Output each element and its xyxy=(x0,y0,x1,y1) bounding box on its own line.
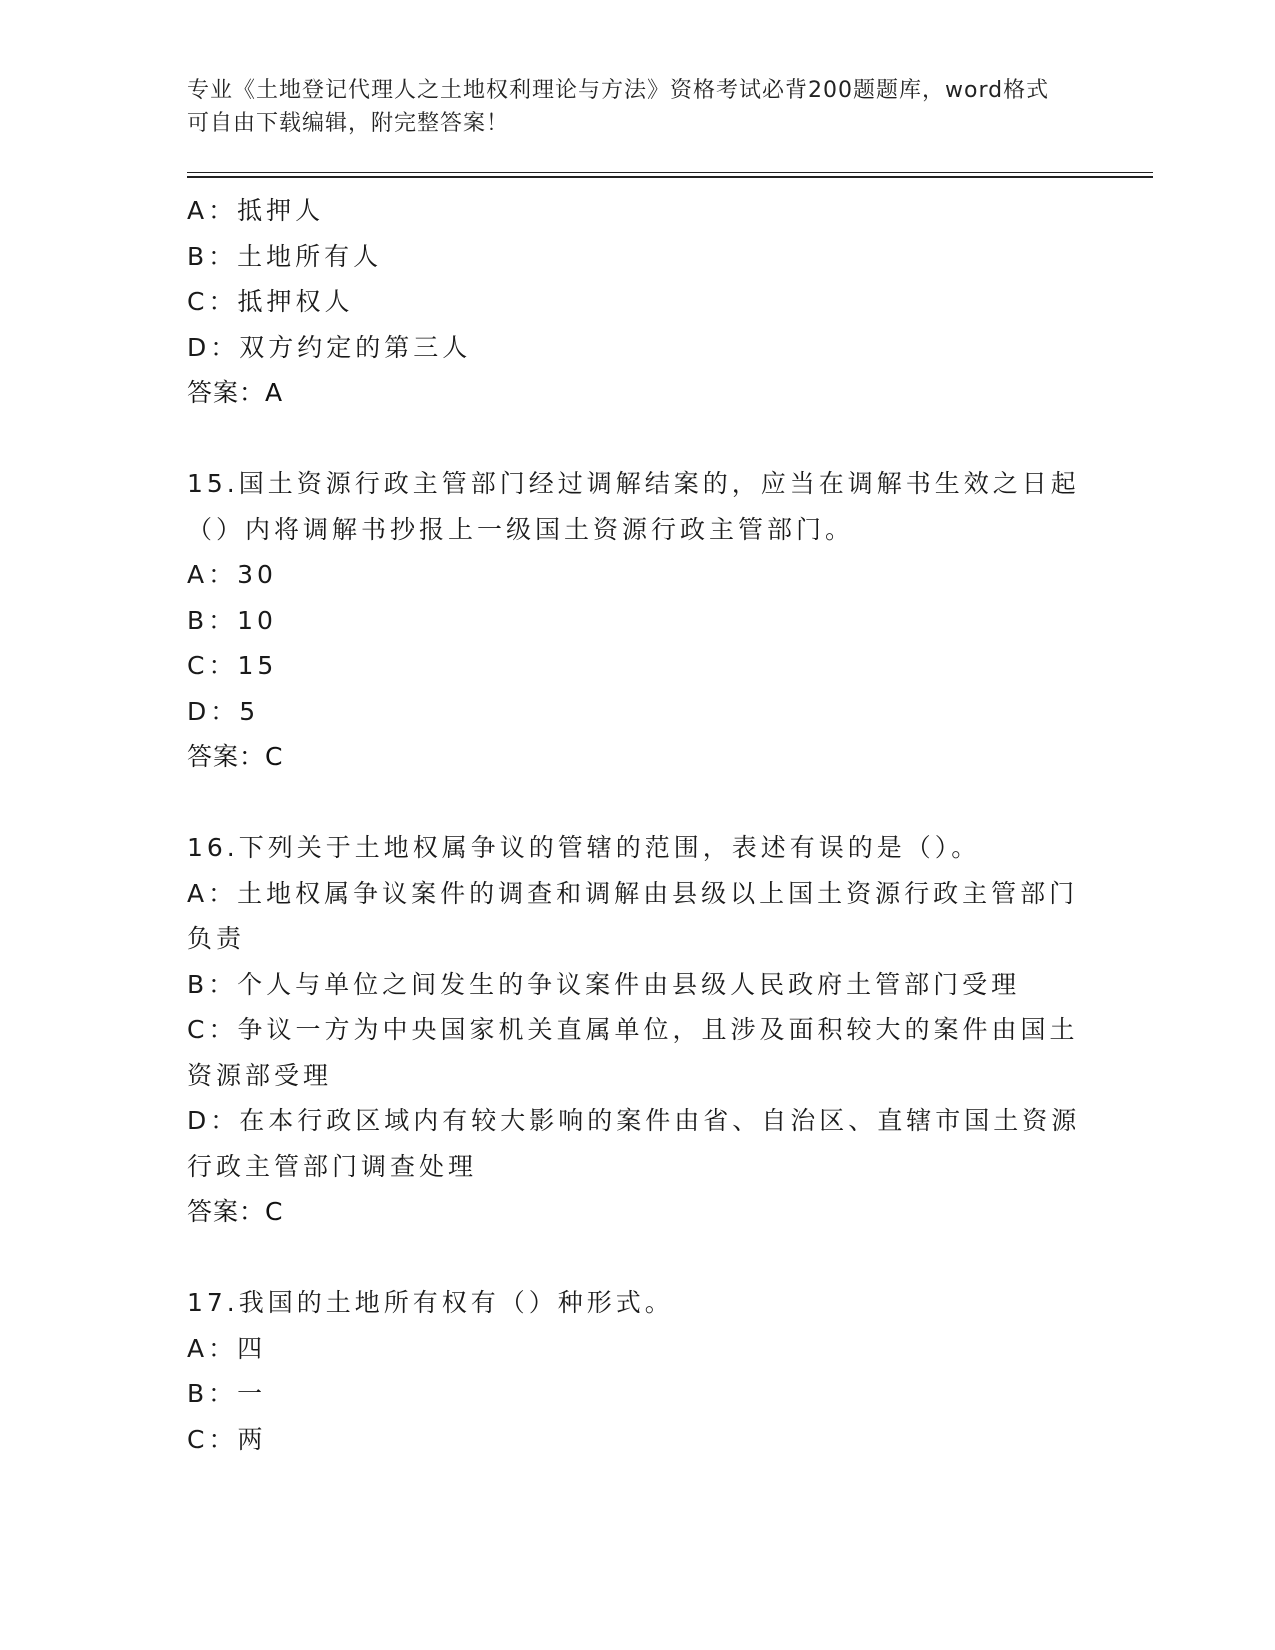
option-a: A：四 xyxy=(187,1333,267,1363)
question-text: 15.国土资源行政主管部门经过调解结案的，应当在调解书生效之日起（）内将调解书抄报上一级国土资源行政主管部门。 xyxy=(187,469,1080,544)
document-header: 专业《土地登记代理人之土地权利理论与方法》资格考试必背200题题库，word格式可自由下载编辑，附完整答案！ xyxy=(187,78,1050,136)
option-c: C：两 xyxy=(187,1424,267,1454)
question-16-block xyxy=(187,825,1087,1235)
question-text: 16.下列关于土地权属争议的管辖的范围，表述有误的是（）。 xyxy=(187,833,981,862)
option-c: C：争议一方为中央国家机关直属单位，且涉及面积较大的案件由国土资源部受理 xyxy=(187,1015,1079,1090)
question-text: 17.我国的土地所有权有（）种形式。 xyxy=(187,1288,674,1317)
answer-line: 答案：C xyxy=(187,1197,284,1226)
header-rule-bottom xyxy=(187,176,1153,178)
option-b: B：一 xyxy=(187,1379,267,1408)
header-rule-top xyxy=(187,172,1153,173)
question-17-block xyxy=(187,1280,1087,1462)
option-a: A：30 xyxy=(187,560,277,589)
spacer xyxy=(187,1235,1087,1281)
option-b: B：个人与单位之间发生的争议案件由县级人民政府土管部门受理 xyxy=(187,969,1021,999)
spacer xyxy=(187,416,1087,462)
answer-line: 答案：C xyxy=(187,742,284,771)
option-d: D：双方约定的第三人 xyxy=(187,332,472,362)
option-a: A：抵押人 xyxy=(187,196,325,225)
question-14-block xyxy=(187,188,1087,416)
option-b: B：土地所有人 xyxy=(187,241,383,271)
question-content xyxy=(187,188,1087,1462)
option-c: C：抵押权人 xyxy=(187,287,354,316)
spacer xyxy=(187,780,1087,826)
option-b: B：10 xyxy=(187,605,277,635)
question-15-block xyxy=(187,461,1087,780)
answer-line: 答案：A xyxy=(187,378,284,407)
option-c: C：15 xyxy=(187,651,278,680)
option-d: D：在本行政区域内有较大影响的案件由省、自治区、直辖市国土资源行政主管部门调查处理 xyxy=(187,1106,1081,1181)
option-a: A：土地权属争议案件的调查和调解由县级以上国土资源行政主管部门负责 xyxy=(187,878,1079,953)
option-d: D：5 xyxy=(187,696,260,726)
